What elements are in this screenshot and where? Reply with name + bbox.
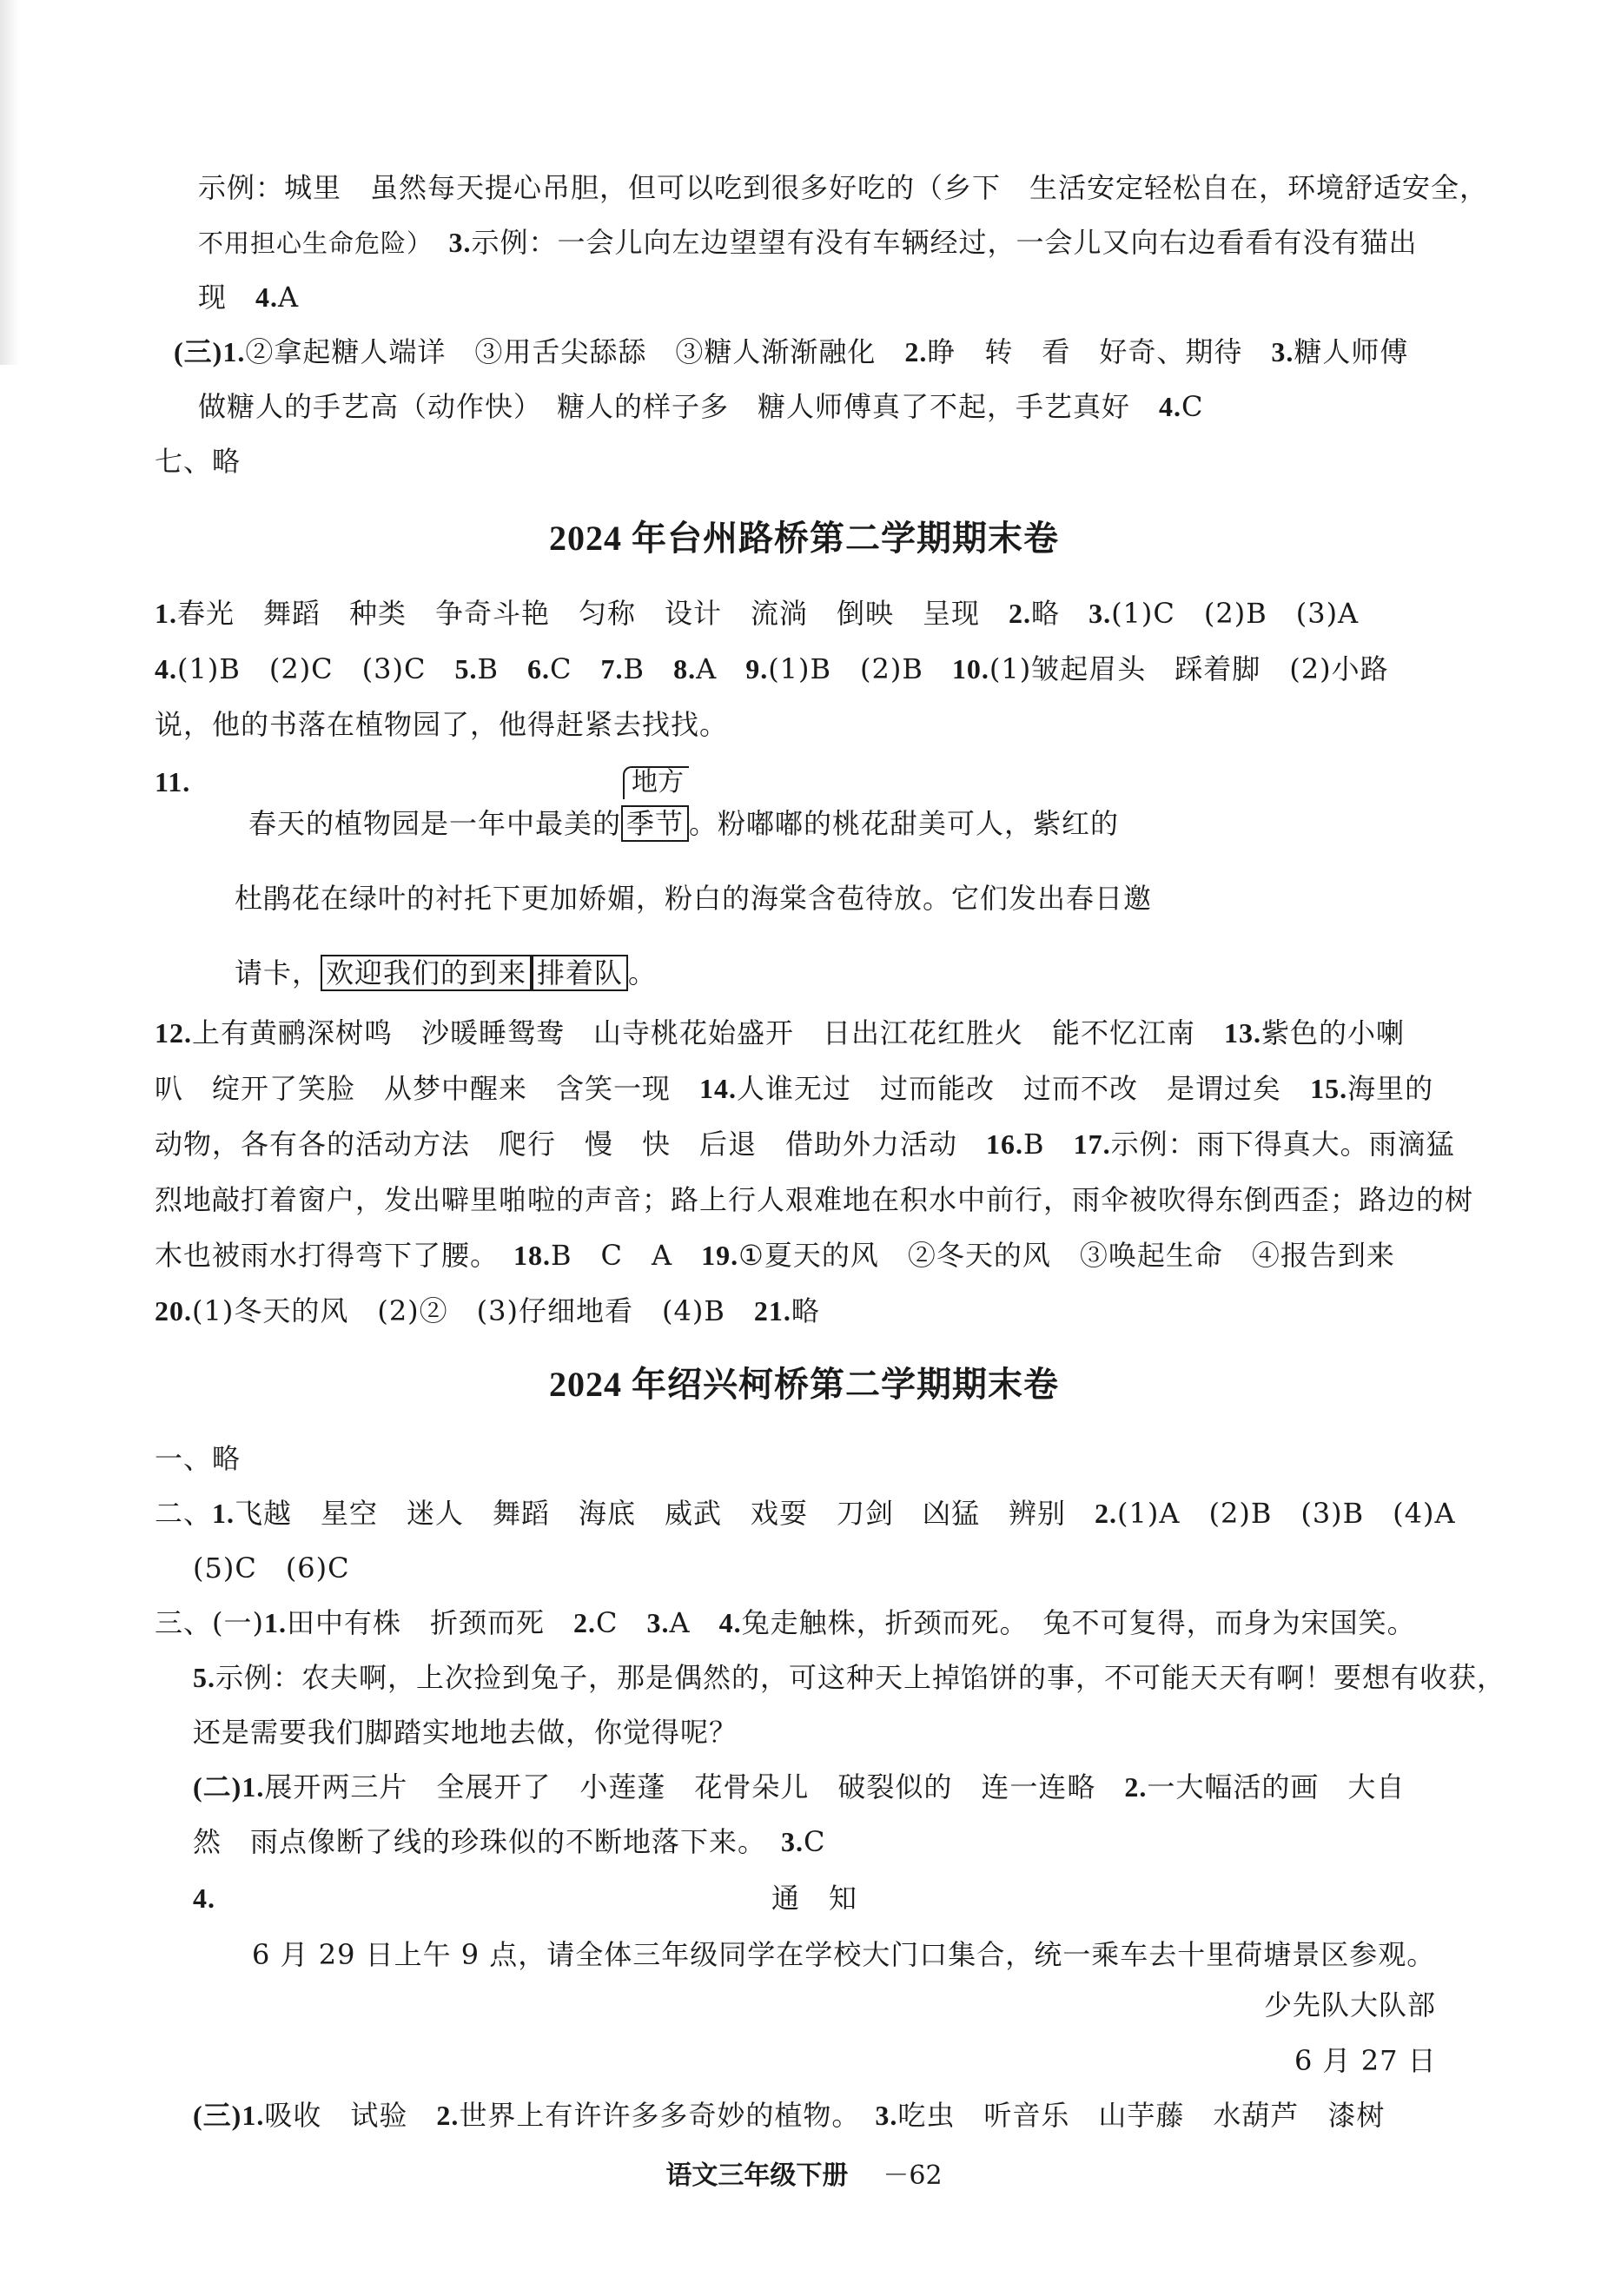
answer-line: 然 雨点像断了线的珍珠似的不断地落下来。 3.C: [193, 1825, 826, 1858]
answer-line: 还是需要我们脚踏实地地去做，你觉得呢？: [193, 1716, 738, 1749]
answer-line: 二、1.飞越 星空 迷人 舞蹈 海底 威武 戏耍 刀剑 凶猛 辨别 2.(1)A (2)B (3)B (4)A: [155, 1497, 1456, 1530]
answer-line: (三)1.②拿起糖人端详 ③用舌尖舔舔 ③糖人渐渐融化 2.睁 转 看 好奇、期待 3.糖人师傅: [174, 335, 1409, 368]
answer-line: 4.(1)B (2)C (3)C 5.B 6.C 7.B 8.A 9.(1)B (2)B 10.(1)皱起眉头 踩着脚 (2)小路: [155, 652, 1389, 685]
notice-signature: 少先队大队部: [1264, 1988, 1437, 2021]
answer-line: 不用担心生命危险） 3.示例：一会儿向左边望望有没有车辆经过，一会儿又向右边看看有没有猫出: [198, 226, 1418, 259]
answer-line: 三、(一)1.田中有株 折颈而死 2.C 3.A 4.兔走触株，折颈而死。 兔不可复得，而身为宋国笑。: [155, 1606, 1416, 1639]
book-title: 语文三年级下册: [665, 2160, 849, 2191]
marked-phrase: 排着队: [532, 955, 628, 991]
answer-line: 叭 绽开了笑脸 从梦中醒来 含笑一现 14.人谁无过 过而能改 过而不改 是谓过矣 15.海里的: [155, 1072, 1434, 1105]
answer-line: 现 4.A: [198, 281, 300, 314]
section-title: 2024 年绍兴柯桥第二学期期末卷: [549, 1365, 1059, 1404]
answer-line: (三)1.吸收 试验 2.世界上有许许多多奇妙的植物。 3.吃虫 听音乐 山芋藤 水葫芦 漆树: [193, 2099, 1386, 2132]
answer-line: 木也被雨水打得弯下了腰。 18.B C A 19.①夏天的风 ②冬天的风 ③唤起生命 ④报告到来: [155, 1239, 1395, 1272]
correction-passage-line: 请卡， 欢迎我们的到来 排着队 。: [235, 956, 658, 989]
answer-line: 动物，各有各的活动方法 爬行 慢 快 后退 借助外力活动 16.B 17.示例：雨下得真大。雨滴猛: [155, 1128, 1455, 1161]
notice-title: 通 知: [771, 1882, 858, 1915]
answer-line: 20.(1)冬天的风 (2)② (3)仔细地看 (4)B 21.略: [155, 1294, 820, 1327]
answer-line: (二)1.展开两三片 全展开了 小莲蓬 花骨朵儿 破裂似的 连一连略 2.一大幅活的画 大自: [193, 1770, 1406, 1803]
answer-line: 5.示例：农夫啊，上次捡到兔子，那是偶然的，可这种天上掉馅饼的事，不可能天天有啊！要想有收获，: [193, 1661, 1506, 1694]
question-number: 11.: [155, 766, 191, 797]
correction-passage-line: 春天的植物园是一年中最美的 季节 。粉嘟嘟的桃花甜美可人，紫红的: [248, 807, 1120, 840]
section-title: 2024 年台州路桥第二学期期末卷: [549, 519, 1059, 558]
answer-line: 示例：城里 虽然每天提心吊胆，但可以吃到很多好吃的（乡下 生活安定轻松自在，环境舒适安全，: [198, 171, 1489, 204]
correction-passage-line: 杜鹃花在绿叶的衬托下更加娇媚，粉白的海棠含苞待放。它们发出春日邀: [235, 882, 1153, 915]
marked-phrase: 欢迎我们的到来: [321, 955, 532, 991]
marked-word: 季节: [621, 805, 689, 842]
answer-line: 1.春光 舞蹈 种类 争奇斗艳 匀称 设计 流淌 倒映 呈现 2.略 3.(1)C (2)B (3)A: [155, 597, 1360, 630]
answer-line: 做糖人的手艺高（动作快） 糖人的样子多 糖人师傅真了不起，手艺真好 4.C: [198, 390, 1204, 423]
answer-line: 一、略: [155, 1442, 242, 1475]
answer-line: 七、略: [155, 445, 242, 478]
notice-body: 6 月 29 日上午 9 点，请全体三年级同学在学校大门口集合，统一乘车去十里荷塘景区参观。: [252, 1938, 1436, 1971]
notice-date: 6 月 27 日: [1294, 2044, 1437, 2077]
correction-annotation: 地方: [623, 766, 689, 799]
answer-line: 说，他的书落在植物园了，他得赶紧去找找。: [155, 708, 729, 741]
page-footer: [0, 2159, 1608, 2193]
answer-line: (5)C (6)C: [193, 1552, 350, 1585]
question-number: 4.: [193, 1882, 215, 1914]
answer-line: 烈地敲打着窗户，发出噼里啪啦的声音；路上行人艰难地在积水中前行，雨伞被吹得东倒西歪；路边的树: [155, 1183, 1474, 1216]
answer-line: 12.上有黄鹂深树鸣 沙暖睡鸳鸯 山寺桃花始盛开 日出江花红胜火 能不忆江南 13.紫色的小喇: [155, 1016, 1406, 1049]
page-number: －62: [883, 2160, 943, 2191]
